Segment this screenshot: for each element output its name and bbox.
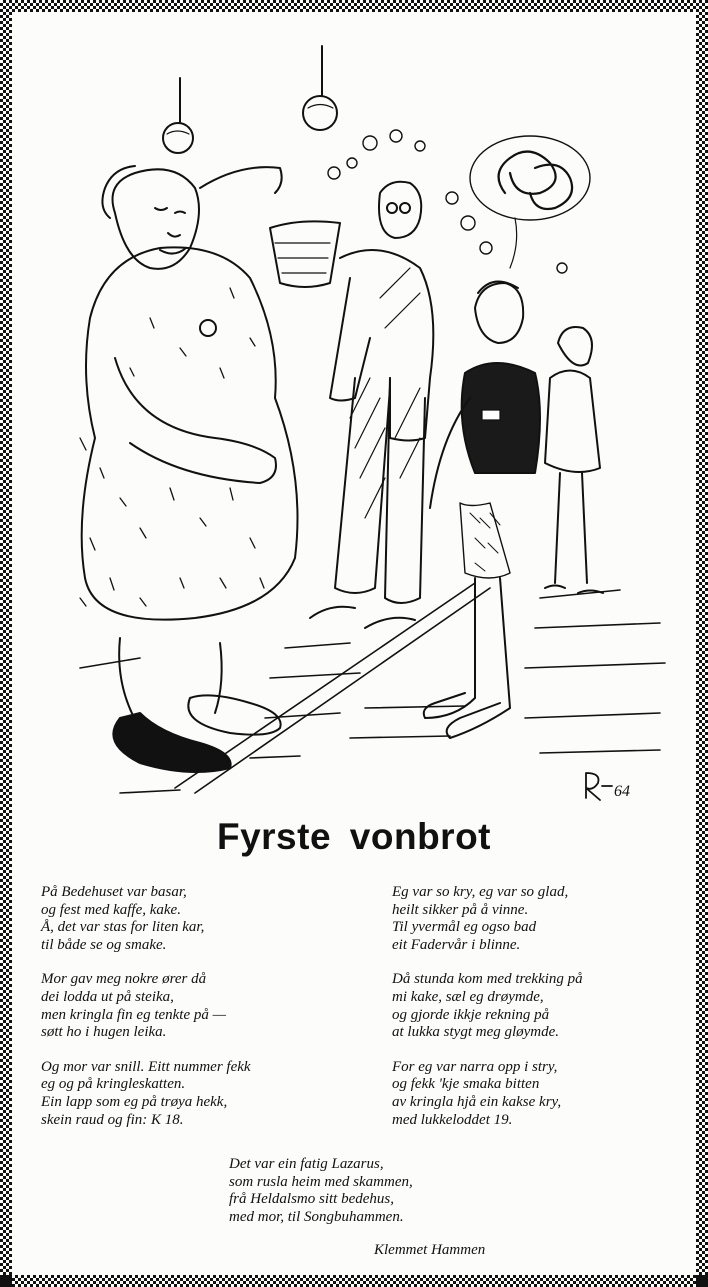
poem-line: mi kake, sæl eg drøymde, [392, 988, 544, 1005]
poem-title: Fyrste vonbrot [216, 816, 492, 857]
poem-line: heilt sikker på å vinne. [392, 901, 529, 918]
poem-line: med mor, til Songbuhammen. [229, 1208, 404, 1225]
pretzel-thought [499, 152, 572, 209]
stanza [41, 884, 361, 954]
poem-right-column [392, 884, 692, 1146]
woman-figure [80, 166, 298, 772]
poem-line: På Bedehuset var basar, [41, 884, 187, 900]
poem-line: Då stunda kom med trekking på [392, 971, 583, 988]
poem-line: Eg var so kry, eg var so glad, [392, 884, 569, 900]
poem-line: Ein lapp som eg på trøya hekk, [41, 1093, 228, 1110]
poem-final-stanza [229, 1156, 529, 1226]
poem-line: av kringla hjå ein kakse kry, [392, 1093, 562, 1110]
checkered-border-bottom [0, 1275, 708, 1287]
poem-line: Og mor var snill. Eitt nummer fekk [41, 1058, 251, 1075]
poem-line: Det var ein fatig Lazarus, [229, 1156, 384, 1172]
stanza [41, 971, 361, 1041]
artist-signature [586, 773, 630, 800]
svg-text:64: 64 [614, 783, 630, 800]
poem-line: men kringla fin eg tenkte på — [41, 1006, 226, 1023]
poem-author: Klemmet Hammen [374, 1242, 486, 1258]
poem-line: at lukka stygt meg gløymde. [392, 1024, 560, 1041]
poem-line: og gjorde ikkje rekning på [392, 1006, 550, 1023]
poem-line: dei lodda ut på steika, [41, 988, 174, 1005]
checkered-border-left [0, 0, 12, 1287]
cartoon-illustration [20, 18, 688, 810]
poem-line: eg og på kringleskatten. [41, 1076, 186, 1093]
poem-line: og fest med kaffe, kake. [41, 901, 181, 918]
girl-figure [545, 327, 603, 593]
poem-left-column [41, 884, 361, 1146]
thought-bubbles [328, 130, 590, 273]
stanza [392, 884, 692, 954]
poem-line: Til yvermål eg ogso bad [392, 919, 537, 936]
hanging-lamps [163, 46, 337, 153]
poem-line: med lukkeloddet 19. [392, 1111, 513, 1128]
boy-figure [424, 282, 540, 738]
poem-line: skein raud og fin: K 18. [41, 1111, 184, 1128]
poem-line: Å, det var stas for liten kar, [41, 919, 205, 936]
stanza [41, 1059, 361, 1129]
poem-line: søtt ho i hugen leika. [41, 1024, 167, 1041]
poem-line: eit Fadervår i blinne. [392, 936, 521, 953]
checkered-border-top [0, 0, 708, 12]
stanza [392, 1059, 692, 1129]
poem-line: Mor gav meg nokre ører då [41, 971, 207, 988]
poem-line: som rusla heim med skammen, [229, 1173, 413, 1190]
poem-line: og fekk 'kje smaka bitten [392, 1076, 540, 1093]
checkered-border-right [696, 0, 708, 1287]
stanza [392, 971, 692, 1041]
poem-line: frå Heldalsmo sitt bedehus, [229, 1191, 394, 1208]
poem-line: til både se og smake. [41, 936, 167, 953]
poem-line: For eg var narra opp i stry, [392, 1058, 558, 1075]
